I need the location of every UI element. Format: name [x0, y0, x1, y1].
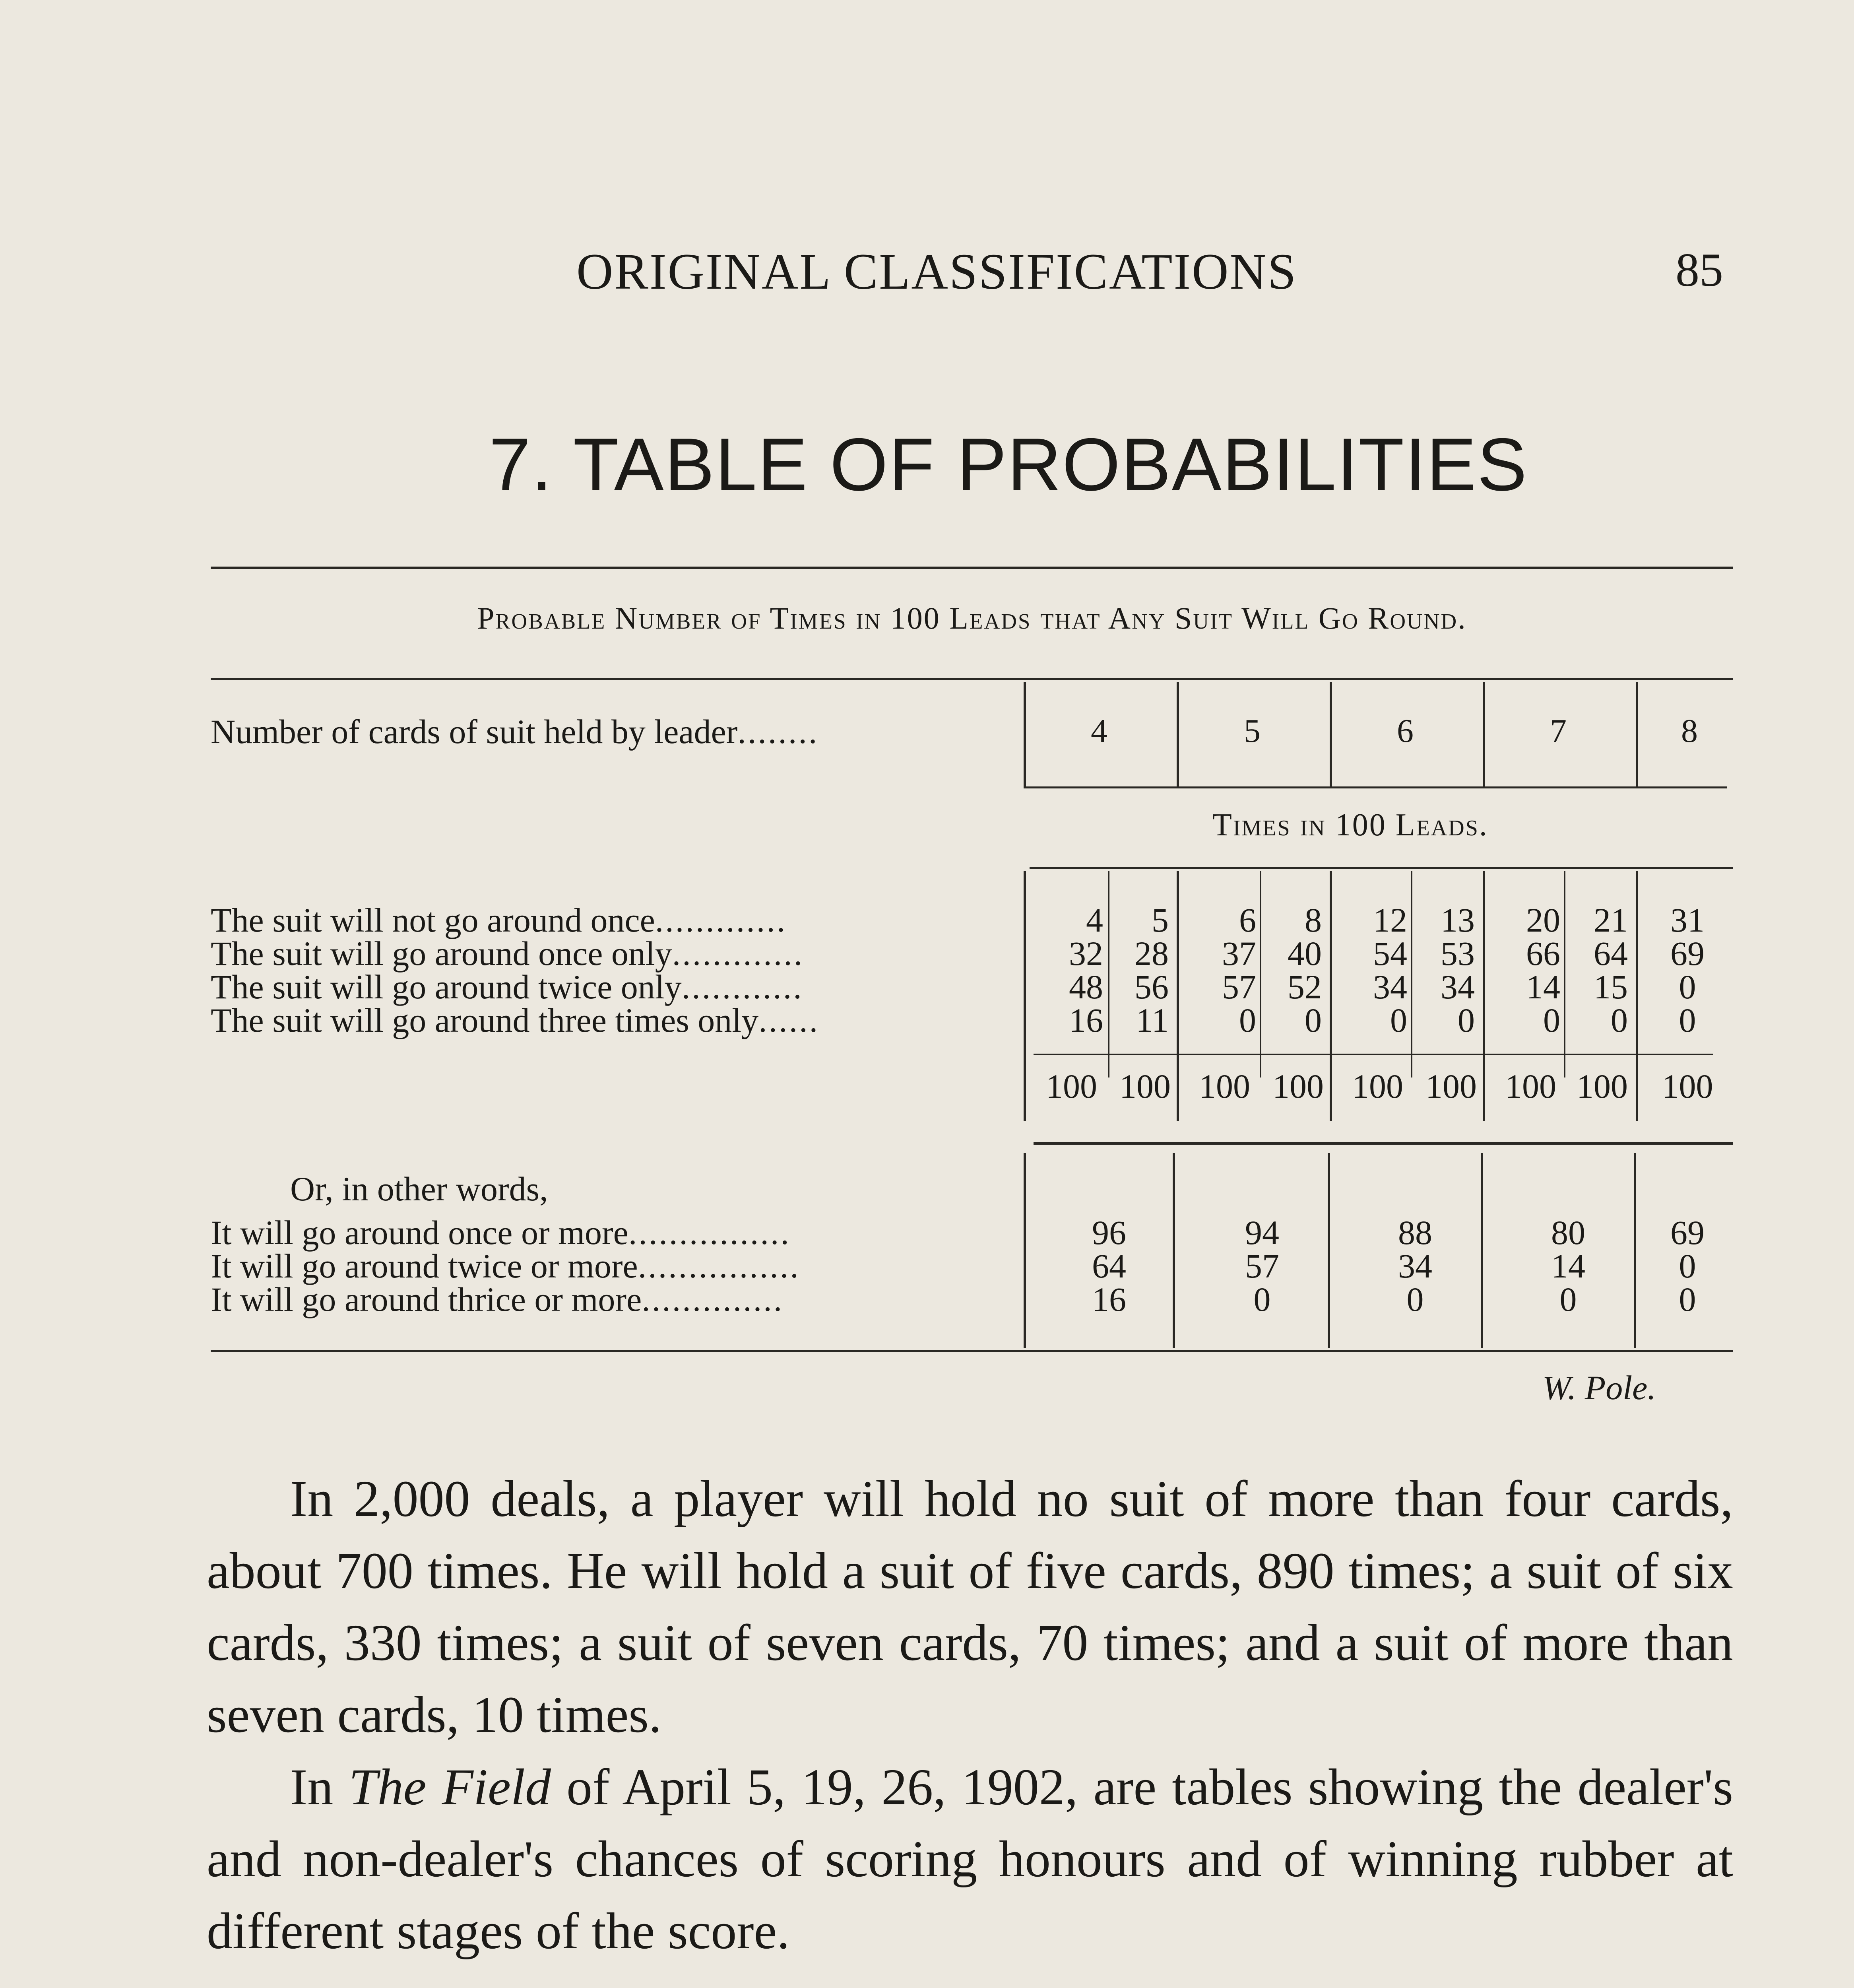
running-head: ORIGINAL CLASSIFICATIONS: [576, 243, 1297, 300]
card-count-label: Number of cards of suit held by leader........: [211, 712, 819, 751]
row-label: The suit will not go around once............. The suit will go around once only............. The suit will go around twice only............ The suit will go around three times only......: [211, 901, 820, 1039]
value-col: 4 32 48 16: [1069, 901, 1103, 1039]
card-count: 5: [1244, 712, 1261, 749]
value-col: 13 53 34 0: [1441, 901, 1475, 1039]
grid-line: [1634, 1153, 1636, 1348]
page-number: 85: [1676, 243, 1723, 296]
value-col: 6 37 57 0: [1222, 901, 1256, 1039]
total-value: 100: [1662, 1067, 1713, 1105]
summary-col: 69 0 0: [1670, 1213, 1705, 1318]
sum-rule: [1034, 1054, 1713, 1055]
value-col: 20 66 14 0: [1526, 901, 1560, 1039]
col-divider: [1330, 682, 1332, 787]
table-bottom-rule: [211, 1350, 1733, 1352]
total-value: 100: [1119, 1067, 1171, 1105]
paragraph-1: In 2,000 deals, a player will hold no suit of more than four cards, about 700 times. He will hold a suit of five cards, 890 times; a suit of six cards, 330 times; a suit of seven cards, 70 times; and a suit of more than seven cards, 10 times.: [207, 1470, 1733, 1743]
total-value: 100: [1352, 1067, 1403, 1105]
table-attribution: W. Pole.: [1542, 1369, 1656, 1407]
value-col: 21 64 15 0: [1594, 901, 1628, 1039]
grid-line: [1328, 1153, 1330, 1348]
table-top-rule: [211, 567, 1733, 569]
total-value: 100: [1046, 1067, 1097, 1105]
card-count: 8: [1681, 712, 1698, 749]
times-underline: [1030, 867, 1733, 869]
grid-line: [1173, 1153, 1175, 1348]
grid-line: [1636, 871, 1638, 1121]
total-value: 100: [1199, 1067, 1250, 1105]
card-count: 6: [1397, 712, 1414, 749]
publication-title: The Field: [349, 1759, 551, 1816]
total-value: 100: [1505, 1067, 1556, 1105]
card-count: 7: [1550, 712, 1567, 749]
grid-line: [1024, 1153, 1026, 1348]
table-caption: Probable Number of Times in 100 Leads that Any Suit Will Go Round.: [477, 601, 1467, 635]
summary-row-label: It will go around once or more................ It will go around twice or more................ It will go around thrice or more..............: [211, 1213, 800, 1318]
table-caption-rule: [211, 678, 1733, 680]
summary-col: 80 14 0: [1551, 1213, 1585, 1318]
value-col: 8 40 52 0: [1288, 901, 1322, 1039]
total-value: 100: [1577, 1067, 1628, 1105]
col-divider: [1024, 682, 1026, 787]
value-col: 12 54 34 0: [1373, 901, 1407, 1039]
totals-rule: [1034, 1142, 1733, 1145]
card-count: 4: [1091, 712, 1107, 749]
section-title: 7. TABLE OF PROBABILITIES: [489, 423, 1528, 506]
other-words-label: Or, in other words,: [290, 1170, 548, 1208]
grid-line: [1481, 1153, 1483, 1348]
summary-col: 96 64 16: [1092, 1213, 1126, 1318]
col-divider: [1636, 682, 1638, 787]
col-divider: [1177, 682, 1179, 787]
paragraph-2: In The Field of April 5, 19, 26, 1902, are tables showing the dealer's and non-dealer's chances of scoring honours and of winning rubber at different stages of the score.: [207, 1759, 1733, 1960]
total-value: 100: [1272, 1067, 1324, 1105]
value-col: 31 69 0 0: [1670, 901, 1705, 1039]
times-heading: Times in 100 Leads.: [1212, 808, 1488, 843]
header-underline: [1024, 786, 1727, 788]
col-divider: [1483, 682, 1485, 787]
summary-col: 94 57 0: [1245, 1213, 1279, 1318]
summary-col: 88 34 0: [1398, 1213, 1432, 1318]
value-col: 5 28 56 11: [1135, 901, 1169, 1039]
total-value: 100: [1425, 1067, 1477, 1105]
